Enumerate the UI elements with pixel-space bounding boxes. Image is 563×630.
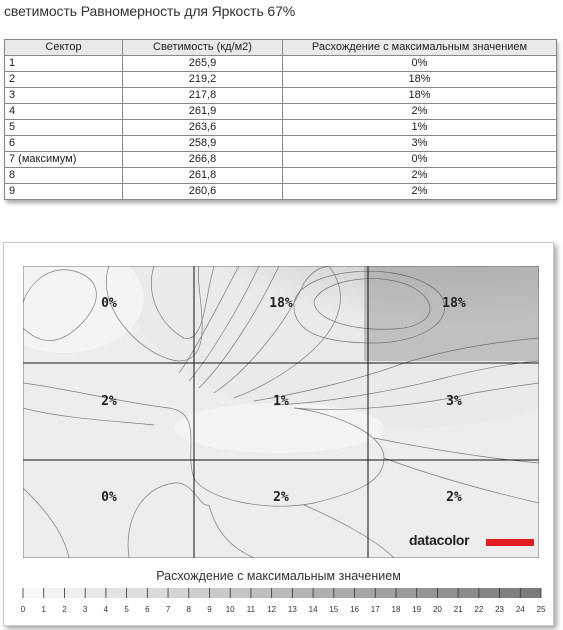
datacolor-logo: datacolor: [409, 532, 470, 548]
sector-cell: 9: [5, 184, 123, 200]
sector-5-label: 1%: [273, 394, 289, 409]
legend-tick-label: 16: [350, 605, 359, 614]
sector-8-label: 2%: [273, 490, 289, 505]
legend-tick-label: 0: [20, 605, 26, 614]
legend-swatch: [189, 588, 210, 598]
table-row: [5, 184, 557, 200]
legend-tick-label: 18: [391, 605, 401, 614]
uniformity-table-container: [4, 39, 556, 200]
deviation-cell: 0%: [283, 152, 557, 168]
legend-tick-label: 11: [246, 605, 256, 614]
legend-swatch: [417, 588, 438, 598]
luminance-cell: 260,6: [123, 184, 283, 200]
sector-cell: 2: [5, 72, 123, 88]
legend-tick-label: 12: [267, 605, 277, 614]
deviation-cell: 3%: [283, 136, 557, 152]
legend-tick-label: 15: [329, 605, 339, 614]
legend-swatch: [520, 588, 541, 598]
luminance-cell: 265,9: [123, 56, 283, 72]
column-header-deviation: Расхождение с максимальным значением: [283, 40, 557, 56]
sector-cell: 1: [5, 56, 123, 72]
legend-tick-label: 9: [207, 605, 212, 614]
sector-cell: 5: [5, 120, 123, 136]
luminance-cell: 261,8: [123, 168, 283, 184]
sector-cell: 3: [5, 88, 123, 104]
legend-swatch: [292, 588, 313, 598]
legend-tick-label: 4: [103, 605, 109, 614]
table-row: [5, 120, 557, 136]
legend-tick-label: 13: [287, 605, 297, 614]
light-region-center-right: [174, 403, 384, 453]
table-row: [5, 56, 557, 72]
sector-9-label: 2%: [446, 490, 462, 505]
legend-tick-label: 6: [145, 605, 150, 614]
legend-tick-label: 21: [453, 605, 463, 614]
uniformity-table: [4, 39, 557, 200]
legend-swatch: [23, 588, 44, 598]
sector-6-label: 3%: [446, 394, 462, 409]
legend-swatch: [127, 588, 148, 598]
legend-swatch: [251, 588, 272, 598]
luminance-cell: 261,9: [123, 104, 283, 120]
legend-tick-label: 25: [536, 605, 546, 614]
table-row: [5, 72, 557, 88]
legend-swatch: [458, 588, 479, 598]
legend-swatch: [44, 588, 65, 598]
legend-swatch: [147, 588, 168, 598]
legend-swatch: [64, 588, 85, 598]
sector-3-label: 18%: [442, 296, 466, 311]
legend-tick-label: 7: [165, 605, 171, 614]
uniformity-contour-map: [4, 243, 553, 625]
legend-tick-label: 14: [308, 605, 318, 614]
luminance-cell: 263,6: [123, 120, 283, 136]
legend-swatch: [334, 588, 355, 598]
legend-swatch: [396, 588, 417, 598]
legend-swatch: [85, 588, 106, 598]
table-row: [5, 168, 557, 184]
legend-tick-label: 19: [412, 605, 422, 614]
table-row: [5, 152, 557, 168]
table-header-row: [5, 40, 557, 56]
legend-tick-label: 20: [432, 605, 442, 614]
legend-tick-label: 3: [82, 605, 88, 614]
legend-title: Расхождение с максимальным значением: [156, 569, 401, 583]
legend-swatch: [500, 588, 521, 598]
sector-cell: 8: [5, 168, 123, 184]
legend-tick-label: 24: [515, 605, 525, 614]
luminance-cell: 266,8: [123, 152, 283, 168]
legend-swatch: [272, 588, 293, 598]
sector-1-label: 0%: [101, 296, 117, 311]
legend-tick-label: 8: [186, 605, 191, 614]
sector-2-label: 18%: [269, 296, 293, 311]
column-header-sector: Сектор: [5, 40, 123, 56]
sector-cell: 7 (максимум): [5, 152, 123, 168]
table-row: [5, 136, 557, 152]
luminance-cell: 258,9: [123, 136, 283, 152]
table-row: [5, 88, 557, 104]
legend-scale: [21, 588, 546, 614]
luminance-cell: 219,2: [123, 72, 283, 88]
legend-tick-label: 17: [370, 605, 380, 614]
sector-cell: 6: [5, 136, 123, 152]
deviation-cell: 2%: [283, 104, 557, 120]
deviation-cell: 0%: [283, 56, 557, 72]
sector-7-label: 0%: [101, 490, 117, 505]
legend-swatch: [106, 588, 127, 598]
legend-swatch: [375, 588, 396, 598]
deviation-cell: 1%: [283, 120, 557, 136]
legend-swatch: [168, 588, 189, 598]
page-title: светимость Равномерность для Яркость 67%: [4, 3, 296, 19]
legend-swatch: [209, 588, 230, 598]
legend-tick-label: 10: [225, 605, 235, 614]
legend-swatch: [230, 588, 251, 598]
legend-tick-label: 1: [41, 605, 46, 614]
sector-cell: 4: [5, 104, 123, 120]
column-header-luminance: Светимость (кд/м2): [123, 40, 283, 56]
legend-swatch: [479, 588, 500, 598]
legend-tick-label: 22: [474, 605, 484, 614]
legend-swatch: [355, 588, 376, 598]
legend-tick-label: 23: [495, 605, 505, 614]
deviation-cell: 2%: [283, 184, 557, 200]
luminance-cell: 217,8: [123, 88, 283, 104]
datacolor-logo-bar: [486, 539, 534, 546]
deviation-cell: 18%: [283, 88, 557, 104]
sector-4-label: 2%: [101, 394, 117, 409]
table-row: [5, 104, 557, 120]
legend-swatch: [437, 588, 458, 598]
deviation-cell: 18%: [283, 72, 557, 88]
legend-swatch: [313, 588, 334, 598]
legend-tick-label: 2: [62, 605, 67, 614]
uniformity-map-panel: [3, 242, 554, 626]
legend-tick-label: 5: [124, 605, 129, 614]
deviation-cell: 2%: [283, 168, 557, 184]
